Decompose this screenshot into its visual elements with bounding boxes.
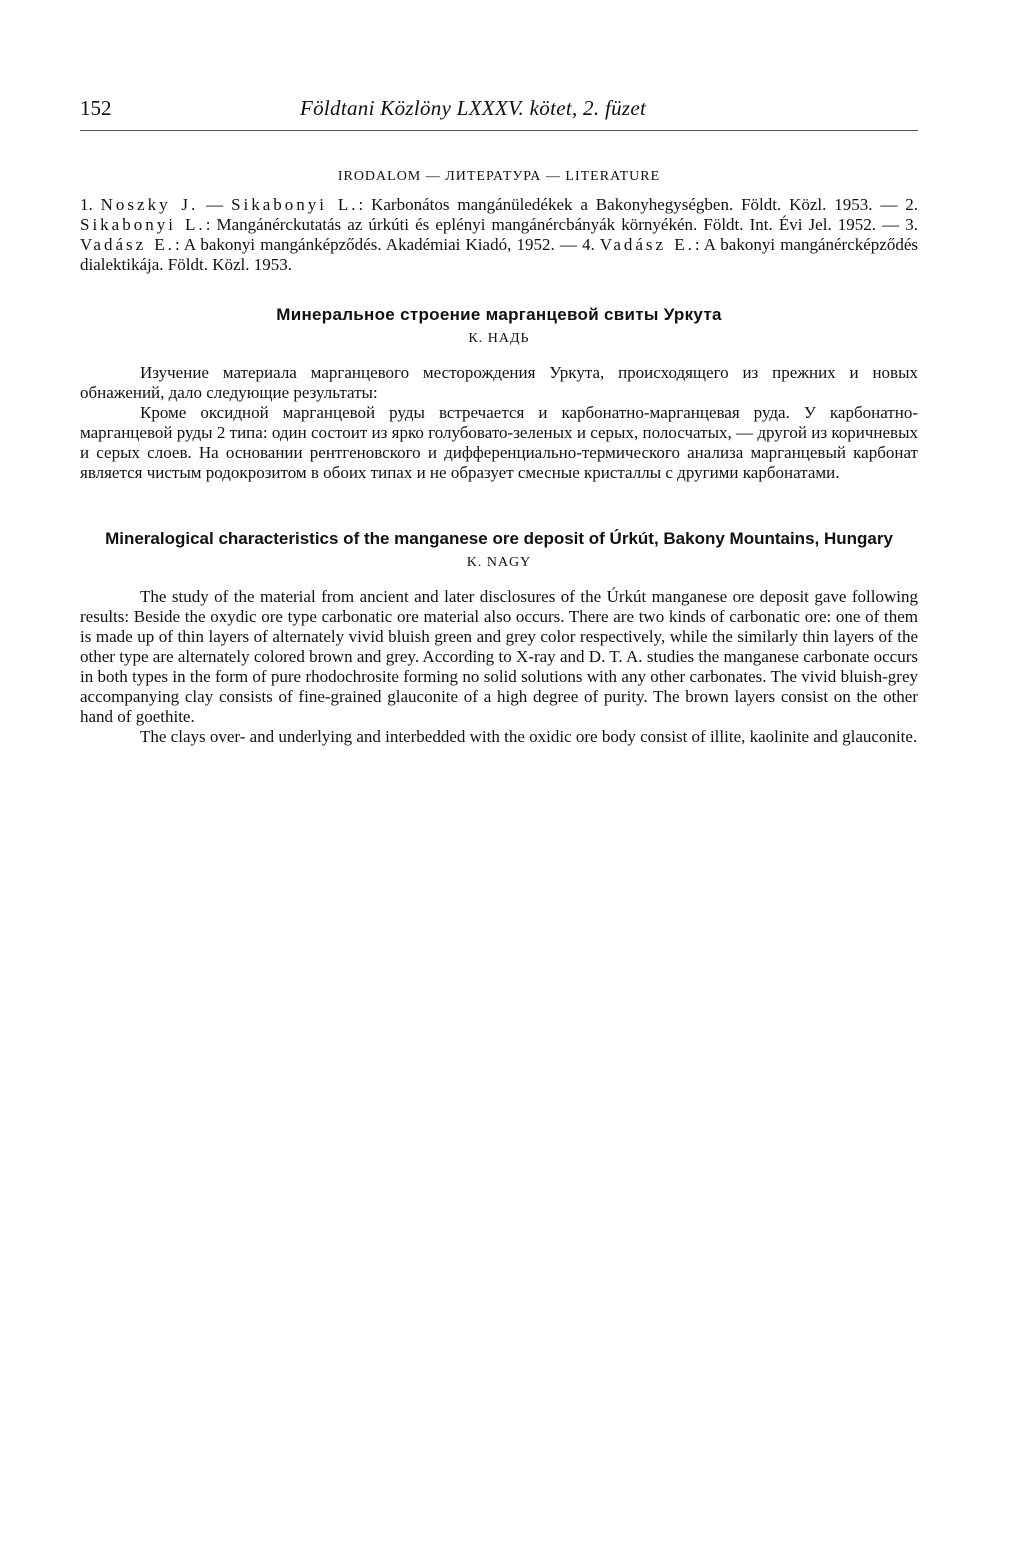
english-paragraph-2: The clays over- and underlying and interbedded with the oxidic ore body consist of illite, kaolinite and glauconite. <box>140 727 918 746</box>
ref-4-author: Vadász E. <box>599 235 695 254</box>
russian-paragraph-2: Кроме оксидной марганцевой руды встречается и карбонатно-марганцевая руда. У карбонатно-марганцевой руды 2 типа: один состоит из ярко голубовато-зеленых и серых, полосчатых, — другой из коричневых и серых слоев. На основании рентгеновского и дифференциально-термического анализа марганцевый карбонат является чистым родокрозитом в обоих типах и не образует смесные кристаллы с другими карбонатами. <box>80 403 918 482</box>
russian-author: К. НАДЬ <box>468 331 530 346</box>
ref-2-author: Sikabonyi L. <box>80 215 206 234</box>
running-header <box>80 96 918 126</box>
journal-title: Földtani Közlöny LXXXV. kötet, 2. füzet <box>300 96 647 120</box>
ref-2-number: 2. <box>905 195 918 214</box>
ref-4-text: : A bakonyi mangánércképződés dialektikája. Földt. Közl. 1953. <box>80 235 919 274</box>
english-abstract <box>80 587 918 747</box>
ref-4-number: 4. <box>582 235 595 254</box>
russian-title: Минеральное строение марганцевой свиты Уркута <box>276 305 722 324</box>
references-heading: IRODALOM — ЛИТЕРАТУРА — LITERATURE <box>337 169 661 184</box>
russian-paragraph-1: Изучение материала марганцевого месторождения Уркута, происходящего из прежних и новых обнажений, дало следующие результаты: <box>80 363 918 402</box>
ref-1-separator: — <box>198 195 232 214</box>
page <box>80 96 918 747</box>
header-rule <box>80 130 918 131</box>
ref-1-text: : Karbonátos mangánüledékek a Bakonyhegységben. Földt. Közl. 1953. — <box>358 195 906 214</box>
english-author: K. NAGY <box>466 555 532 570</box>
russian-abstract <box>80 363 918 483</box>
ref-1-author-1: Noszky J. <box>100 195 199 214</box>
ref-1-author-2: Sikabonyi L. <box>231 195 359 214</box>
ref-3-text: : A bakonyi mangánképződés. Akadémiai Kiadó, 1952. — <box>174 235 583 254</box>
page-number: 152 <box>80 96 112 120</box>
ref-2-text: : Mangánérckutatás az úrkúti és eplényi mangánércbányák környékén. Földt. Int. Évi Jel. 1952. — <box>205 215 906 234</box>
ref-3-author: Vadász E. <box>80 235 175 254</box>
english-title: Mineralogical characteristics of the manganese ore deposit of Úrkút, Bakony Mountains, Hungary <box>105 529 893 548</box>
ref-1-number: 1. <box>80 195 93 214</box>
english-paragraph-1: The study of the material from ancient and later disclosures of the Úrkút manganese ore deposit gave following results: Beside the oxydic ore type carbonatic ore material also occurs. There are two kinds of carbonatic ore: one of them is made up of thin layers of alternately vivid bluish green and grey color respectively, while the similarly thin layers of the other type are alternately colored brown and grey. According to X-ray and D. T. A. studies the manganese carbonate occurs in both types in the form of pure rhodochrosite forming no solid solutions with any other carbonates. The vivid bluish-grey accompanying clay consists of fine-grained glauconite of a high degree of purity. The brown layers consist on the other hand of goethite. <box>80 587 918 726</box>
ref-3-number: 3. <box>905 215 918 234</box>
reference-list <box>80 195 918 275</box>
